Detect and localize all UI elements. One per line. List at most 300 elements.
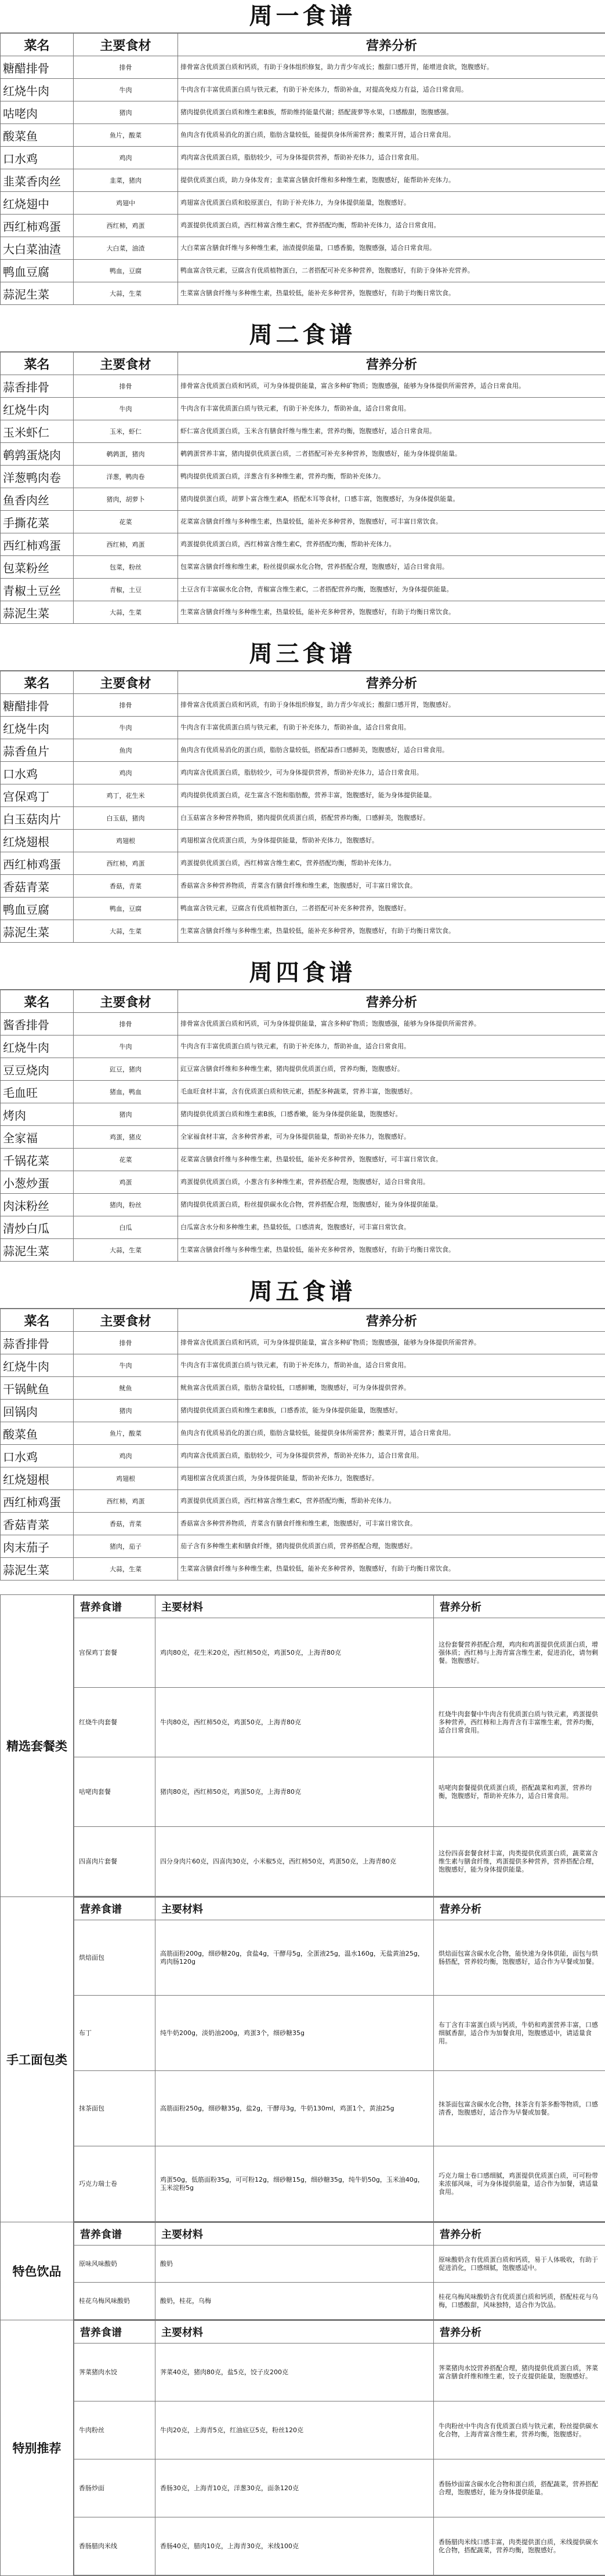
- recipe-materials: 牛肉80克，西红柿50克，鸡蛋50克，上海青80克: [155, 1688, 434, 1757]
- dish-column-header: 菜名: [1, 1309, 74, 1332]
- recipe-name: 原味风味酸奶: [74, 2246, 155, 2283]
- table-row: [1, 192, 605, 215]
- dish-column-header: 菜名: [1, 34, 74, 56]
- recipe-name: 四喜肉片套餐: [74, 1827, 155, 1896]
- dish-name: 红烧牛肉: [1, 1354, 74, 1377]
- main-ingredient: 猪血，鸭血: [74, 1081, 178, 1103]
- main-ingredient: 洋葱，鸭肉卷: [74, 466, 178, 488]
- table-row: [1, 1422, 605, 1445]
- recipe-analysis: 香肠炒面富含碳水化合物和蛋白质，搭配蔬菜，营养搭配合理，饱腹感好，能为身体提供能量。: [434, 2459, 605, 2517]
- recipe-name: 桂花乌梅风味酸奶: [74, 2283, 155, 2320]
- table-header-row: [1, 1309, 605, 1332]
- table-row: [1, 852, 605, 875]
- week-title: 周一食谱: [0, 0, 605, 33]
- main-ingredient: 包菜，粉丝: [74, 556, 178, 579]
- dish-column-header: 菜名: [1, 353, 74, 375]
- dish-name: 干锅鱿鱼: [1, 1377, 74, 1400]
- materials-column-header: 主要材料: [155, 1596, 434, 1618]
- table-row: [1, 898, 605, 920]
- main-ingredient: 大白菜，油渣: [74, 237, 178, 260]
- nutrition-analysis: 鸡蛋提供优质蛋白质，小葱含有多种维生素，营养搭配合理，饱腹感好，适合日常食用。: [178, 1171, 605, 1194]
- special-section: [1, 1595, 605, 1897]
- dish-name: 豆豆烧肉: [1, 1058, 74, 1081]
- analysis-column-header: 营养分析: [434, 1898, 605, 1920]
- main-ingredient: 韭菜，猪肉: [74, 169, 178, 192]
- week-title: 周三食谱: [0, 638, 605, 671]
- nutrition-analysis: 土豆含有丰富碳水化合物，青椒富含维生素C，二者搭配营养均衡，饱腹感好，为身体提供能量。: [178, 579, 605, 601]
- dish-name: 蒜香排骨: [1, 375, 74, 398]
- ingredient-column-header: 主要食材: [74, 990, 178, 1013]
- recipe-materials: 纯牛奶200g，淡奶油200g，鸡蛋3个，细砂糖35g: [155, 1996, 434, 2071]
- dish-name: 玉米虾仁: [1, 420, 74, 443]
- dish-name: 香菇青菜: [1, 875, 74, 898]
- main-ingredient: 大蒜，生菜: [74, 1239, 178, 1262]
- dish-name: 酸菜鱼: [1, 1422, 74, 1445]
- table-row: [1, 1354, 605, 1377]
- table-row: [1, 1103, 605, 1126]
- table-row: [1, 579, 605, 601]
- table-row: [1, 215, 605, 237]
- nutrition-analysis: 香菇富含多种营养物质，青菜含有膳食纤维和维生素，饱腹感好，可丰富日常饮食。: [178, 1513, 605, 1535]
- table-header-row: [1, 353, 605, 375]
- dish-name: 鸭血豆腐: [1, 898, 74, 920]
- main-ingredient: 鸭血，豆腐: [74, 898, 178, 920]
- recipe-name: 抹茶面包: [74, 2071, 155, 2146]
- section-spacer: [0, 624, 605, 638]
- nutrition-analysis: 花菜富含膳食纤维与多种维生素，热量较低，能补充多种营养，饱腹感好，可丰富日常饮食。: [178, 1149, 605, 1171]
- main-ingredient: 鸡翅根: [74, 830, 178, 852]
- dish-name: 鱼香肉丝: [1, 488, 74, 511]
- nutrition-analysis: 鸡肉富含优质蛋白质，脂肪较少，可为身体提供营养，帮助补充体力，适合日常食用。: [178, 147, 605, 169]
- main-ingredient: 鸡翅根: [74, 1467, 178, 1490]
- table-row: [74, 1688, 605, 1757]
- dish-name: 红烧牛肉: [1, 79, 74, 101]
- analysis-column-header: 营养分析: [178, 1309, 605, 1332]
- recipe-column-header: 营养食谱: [74, 2223, 155, 2246]
- dish-name: 手撕花菜: [1, 511, 74, 533]
- ingredient-column-header: 主要食材: [74, 34, 178, 56]
- table-row: [1, 1490, 605, 1513]
- nutrition-analysis: 鹌鹑蛋营养丰富，猪肉提供优质蛋白质，二者搭配可补充多种营养，饱腹感好，能为身体提供能量。: [178, 443, 605, 466]
- main-ingredient: 花菜: [74, 1149, 178, 1171]
- main-ingredient: 玉米，虾仁: [74, 420, 178, 443]
- main-ingredient: 大蒜，生菜: [74, 920, 178, 943]
- table-row: [1, 124, 605, 147]
- recipe-materials: 鸡蛋50g，低筋面粉35g，可可粉12g，细砂糖15g，细砂糖35g，纯牛奶50g，玉米油40g，玉米淀粉5g: [155, 2146, 434, 2222]
- table-row: [1, 807, 605, 830]
- main-ingredient: 排骨: [74, 1013, 178, 1036]
- recipe-analysis: 荠菜猪肉水饺营养搭配合理，猪肉提供优质蛋白质，荠菜富含膳食纤维和维生素，饺子皮提供能量，饱腹感好。: [434, 2344, 605, 2401]
- table-row: [1, 1194, 605, 1216]
- section-inner-table: [74, 1897, 605, 2222]
- table-row: [1, 147, 605, 169]
- table-row: [74, 2459, 605, 2517]
- table-row: [1, 1332, 605, 1354]
- dish-name: 红烧翅根: [1, 1467, 74, 1490]
- table-row: [74, 1827, 605, 1896]
- special-section: [1, 2320, 605, 2576]
- nutrition-analysis: 鸭肉提供优质蛋白质，洋葱含有多种维生素，营养均衡，帮助补充体力。: [178, 466, 605, 488]
- nutrition-analysis: 牛肉含有丰富优质蛋白质与铁元素，有助于补充体力，帮助补血，适合日常食用。: [178, 398, 605, 420]
- table-row: [1, 420, 605, 443]
- table-row: [74, 2246, 605, 2283]
- main-ingredient: 排骨: [74, 1332, 178, 1354]
- nutrition-analysis: 大白菜富含膳食纤维与多种维生素，油渣提供能量，口感香脆，饱腹感强，适合日常食用。: [178, 237, 605, 260]
- week-title: 周四食谱: [0, 957, 605, 990]
- nutrition-analysis: 排骨富含优质蛋白质和钙质，可为身体提供能量，富含多种矿物质；饱腹感强，能够为身体提供所需营养。: [178, 1013, 605, 1036]
- main-ingredient: 牛肉: [74, 717, 178, 739]
- ingredient-column-header: 主要食材: [74, 1309, 178, 1332]
- recipe-analysis: 牛肉粉丝中牛肉含有优质蛋白质与铁元素，粉丝提供碳水化合物，上海青富含维生素，营养均衡，饱腹感好。: [434, 2401, 605, 2459]
- ingredient-column-header: 主要食材: [74, 353, 178, 375]
- table-row: [74, 2344, 605, 2401]
- recipe-analysis: 红烧牛肉套餐中牛肉含有优质蛋白质与铁元素，鸡蛋提供多种营养，西红柿和上海青含有丰富维生素，营养均衡，适合日常食用。: [434, 1688, 605, 1757]
- nutrition-analysis: 鸭血富含铁元素，豆腐含有优质植物蛋白，二者搭配可补充多种营养，饱腹感好。: [178, 898, 605, 920]
- materials-column-header: 主要材料: [155, 2321, 434, 2344]
- analysis-column-header: 营养分析: [178, 990, 605, 1013]
- table-row: [1, 260, 605, 282]
- dish-name: 包菜粉丝: [1, 556, 74, 579]
- analysis-column-header: 营养分析: [434, 2321, 605, 2344]
- section-spacer: [0, 943, 605, 957]
- dish-name: 全家福: [1, 1126, 74, 1149]
- nutrition-analysis: 鱼肉含有优质易消化的蛋白质，脂肪含量较低，搭配蒜香口感鲜美，饱腹感好，适合日常食用。: [178, 739, 605, 762]
- nutrition-analysis: 提供优质蛋白质，助力身体发育；韭菜富含膳食纤维和多种维生素，饱腹感好，能帮助补充体力。: [178, 169, 605, 192]
- nutrition-analysis: 鸡翅富含优质蛋白质和胶原蛋白，有助于补充体力，为身体提供能量，饱腹感好。: [178, 192, 605, 215]
- nutrition-analysis: 鱼肉含有优质易消化的蛋白质，脂肪含量较低，能提供身体所需营养；酸菜开胃，适合日常食用。: [178, 1422, 605, 1445]
- table-row: [74, 1618, 605, 1688]
- dish-name: 烤肉: [1, 1103, 74, 1126]
- weekly-menu-table: [0, 990, 605, 1262]
- section-header-row: [74, 1596, 605, 1618]
- main-ingredient: 鸡肉: [74, 147, 178, 169]
- nutrition-analysis: 鸭血富含铁元素，豆腐含有优质植物蛋白，二者搭配可补充多种营养，饱腹感好，有助于身体补充营养。: [178, 260, 605, 282]
- dish-name: 毛血旺: [1, 1081, 74, 1103]
- table-row: [1, 79, 605, 101]
- section-header-row: [74, 2223, 605, 2246]
- section-spacer: [0, 1262, 605, 1276]
- week-title: 周五食谱: [0, 1276, 605, 1309]
- section-header-row: [74, 1898, 605, 1920]
- main-ingredient: 牛肉: [74, 79, 178, 101]
- table-row: [1, 694, 605, 717]
- table-row: [1, 1036, 605, 1058]
- nutrition-analysis: 鸡肉富含优质蛋白质，脂肪较少，可为身体提供营养，帮助补充体力，适合日常食用。: [178, 1445, 605, 1467]
- main-ingredient: 鱼片，酸菜: [74, 1422, 178, 1445]
- main-ingredient: 鸡蛋，猪皮: [74, 1126, 178, 1149]
- special-menu-table: [0, 1594, 605, 2576]
- recipe-column-header: 营养食谱: [74, 1596, 155, 1618]
- table-row: [74, 1996, 605, 2071]
- recipe-materials: 高筋面粉200g，细砂糖20g，食盐4g，干酵母5g，全蛋液25g，温水160g，无盐黄油25g，鸡肉肠120g: [155, 1920, 434, 1996]
- table-row: [1, 1013, 605, 1036]
- nutrition-analysis: 茄子含有多种维生素和膳食纤维，猪肉提供优质蛋白质，营养搭配合理，饱腹感好。: [178, 1535, 605, 1558]
- table-row: [1, 533, 605, 556]
- nutrition-analysis: 白玉菇富含多种营养物质，猪肉提供优质蛋白质，搭配营养均衡，口感鲜美，饱腹感好。: [178, 807, 605, 830]
- main-ingredient: 猪肉: [74, 1103, 178, 1126]
- dish-name: 宫保鸡丁: [1, 784, 74, 807]
- recipe-column-header: 营养食谱: [74, 2321, 155, 2344]
- dish-name: 红烧翅中: [1, 192, 74, 215]
- table-row: [74, 2283, 605, 2320]
- section-inner-table: [74, 2320, 605, 2575]
- table-row: [1, 1400, 605, 1422]
- section-spacer: [0, 305, 605, 319]
- dish-name: 鸭血豆腐: [1, 260, 74, 282]
- recipe-materials: 酸奶: [155, 2246, 434, 2283]
- nutrition-analysis: 毛血旺食材丰富，含有优质蛋白质和铁元素，搭配多种蔬菜，营养丰富，饱腹感好。: [178, 1081, 605, 1103]
- analysis-column-header: 营养分析: [434, 1596, 605, 1618]
- nutrition-analysis: 香菇富含多种营养物质，青菜含有膳食纤维和维生素，饱腹感好，可丰富日常饮食。: [178, 875, 605, 898]
- nutrition-analysis: 鸡蛋提供优质蛋白质，西红柿富含维生素C，营养搭配均衡，帮助补充体力。: [178, 852, 605, 875]
- table-row: [1, 1467, 605, 1490]
- table-row: [1, 1445, 605, 1467]
- dish-name: 蒜泥生菜: [1, 601, 74, 624]
- dish-name: 酸菜鱼: [1, 124, 74, 147]
- dish-name: 千锅花菜: [1, 1149, 74, 1171]
- table-row: [1, 375, 605, 398]
- dish-column-header: 菜名: [1, 671, 74, 694]
- main-ingredient: 猪肉，茄子: [74, 1535, 178, 1558]
- dish-name: 西红柿鸡蛋: [1, 533, 74, 556]
- main-ingredient: 白玉菇，猪肉: [74, 807, 178, 830]
- recipe-materials: 荠菜40克，猪肉80克，盐5克，饺子皮200克: [155, 2344, 434, 2401]
- main-ingredient: 鸭血，豆腐: [74, 260, 178, 282]
- nutrition-analysis: 鸡蛋提供优质蛋白质，西红柿富含维生素C，营养搭配均衡，帮助补充体力，适合日常食用。: [178, 215, 605, 237]
- section-content: [74, 1595, 605, 1897]
- table-row: [1, 717, 605, 739]
- dish-name: 鹌鹑蛋烧肉: [1, 443, 74, 466]
- week-title: 周二食谱: [0, 319, 605, 352]
- table-row: [1, 556, 605, 579]
- nutrition-analysis: 排骨富含优质蛋白质和钙质，有助于身体组织修复，助力青少年成长；酸甜口感开胃，能增进食欲，饱腹感好。: [178, 56, 605, 79]
- recipe-name: 牛肉粉丝: [74, 2401, 155, 2459]
- main-ingredient: 西红柿，鸡蛋: [74, 852, 178, 875]
- recipe-analysis: 布丁含有丰富蛋白质与钙质，牛奶和鸡蛋营养丰富，口感细腻香甜，适合作为加餐食用，饱腹感适中，请适量食用。: [434, 1996, 605, 2071]
- special-section: [1, 1897, 605, 2222]
- analysis-column-header: 营养分析: [434, 2223, 605, 2246]
- analysis-column-header: 营养分析: [178, 671, 605, 694]
- nutrition-analysis: 生菜富含膳食纤维与多种维生素，热量较低，能补充多种营养，饱腹感好，有助于均衡日常饮食。: [178, 282, 605, 305]
- materials-column-header: 主要材料: [155, 1898, 434, 1920]
- recipe-name: 香肠腊肉米线: [74, 2517, 155, 2575]
- recipe-analysis: 巧克力瑞士卷口感细腻，鸡蛋提供优质蛋白质，可可粉带来浓郁风味，可为身体提供能量，适合作为加餐，请适量食用。: [434, 2146, 605, 2222]
- section-category: 精选套餐类: [1, 1595, 74, 1897]
- dish-name: 白玉菇肉片: [1, 807, 74, 830]
- recipe-analysis: 烘焙面包富含碳水化合物，能快速为身体供能，面包与烘肠搭配，营养较均衡，饱腹感好，适合作为早餐或加餐。: [434, 1920, 605, 1996]
- main-ingredient: 鱿鱼: [74, 1377, 178, 1400]
- section-category: 特别推荐: [1, 2320, 74, 2576]
- dish-name: 蒜泥生菜: [1, 1558, 74, 1581]
- nutrition-analysis: 排骨富含优质蛋白质和钙质，有助于身体组织修复，助力青少年成长；酸甜口感开胃，饱腹感好。: [178, 694, 605, 717]
- table-row: [1, 282, 605, 305]
- recipe-analysis: 香肠腊肉米线口感丰富，肉类提供蛋白质，米线提供碳水化合物，搭配蔬菜，营养均衡，饱腹感好。: [434, 2517, 605, 2575]
- dish-name: 青椒土豆丝: [1, 579, 74, 601]
- nutrition-analysis: 鸡肉富含优质蛋白质，脂肪较少，可为身体提供营养，帮助补充体力，适合日常食用。: [178, 762, 605, 784]
- recipe-materials: 四分身肉片60克，四喜肉30克，小米椒5克，西红柿50克，鸡蛋50克，上海青80克: [155, 1827, 434, 1896]
- main-ingredient: 鸡肉: [74, 1445, 178, 1467]
- table-row: [74, 1920, 605, 1996]
- table-row: [1, 237, 605, 260]
- main-ingredient: 猪肉，粉丝: [74, 1194, 178, 1216]
- nutrition-analysis: 花菜富含膳食纤维与多种维生素，热量较低，能补充多种营养，饱腹感好，可丰富日常饮食。: [178, 511, 605, 533]
- table-row: [1, 784, 605, 807]
- dish-name: 蒜香鱼片: [1, 739, 74, 762]
- table-row: [1, 398, 605, 420]
- materials-column-header: 主要材料: [155, 2223, 434, 2246]
- recipe-analysis: 咕咾肉套餐提供优质蛋白质，搭配蔬菜和鸡蛋，营养均衡，饱腹感好，帮助补充体力，适合日常食用。: [434, 1757, 605, 1827]
- recipe-materials: 牛肉20克，上海青5克，红油底豆5克，粉丝120克: [155, 2401, 434, 2459]
- section-inner-table: [74, 1595, 605, 1896]
- dish-name: 咕咾肉: [1, 101, 74, 124]
- table-row: [1, 1171, 605, 1194]
- main-ingredient: 排骨: [74, 375, 178, 398]
- table-row: [1, 511, 605, 533]
- section-spacer: [0, 1581, 605, 1594]
- table-row: [1, 762, 605, 784]
- recipe-name: 香肠炒面: [74, 2459, 155, 2517]
- dish-name: 蒜香排骨: [1, 1332, 74, 1354]
- nutrition-analysis: 猪肉提供优质蛋白质，粉丝提供碳水化合物，营养搭配合理，饱腹感好，能为身体提供能量。: [178, 1194, 605, 1216]
- dish-name: 西红柿鸡蛋: [1, 215, 74, 237]
- recipe-name: 咕咾肉套餐: [74, 1757, 155, 1827]
- table-row: [1, 466, 605, 488]
- main-ingredient: 西红柿，鸡蛋: [74, 1490, 178, 1513]
- section-content: [74, 2222, 605, 2320]
- main-ingredient: 花菜: [74, 511, 178, 533]
- nutrition-analysis: 牛肉含有丰富优质蛋白质与铁元素，有助于补充体力，帮助补血，适合日常食用。: [178, 717, 605, 739]
- main-ingredient: 鸡肉: [74, 762, 178, 784]
- main-ingredient: 大蒜，生菜: [74, 1558, 178, 1581]
- main-ingredient: 猪肉: [74, 1400, 178, 1422]
- main-ingredient: 西红柿，鸡蛋: [74, 215, 178, 237]
- main-ingredient: 香菇，青菜: [74, 875, 178, 898]
- nutrition-analysis: 鱿鱼富含优质蛋白质，脂肪含量较低，口感鲜嫩，饱腹感好，可为身体提供营养。: [178, 1377, 605, 1400]
- dish-name: 小葱炒蛋: [1, 1171, 74, 1194]
- recipe-name: 荠菜猪肉水饺: [74, 2344, 155, 2401]
- recipe-name: 宫保鸡丁套餐: [74, 1618, 155, 1688]
- dish-name: 韭菜香肉丝: [1, 169, 74, 192]
- nutrition-analysis: 白瓜富含水分和多种维生素，热量较低，口感清爽，饱腹感好，可丰富日常饮食。: [178, 1216, 605, 1239]
- main-ingredient: 牛肉: [74, 1354, 178, 1377]
- nutrition-analysis: 猪肉提供优质蛋白质和维生素B族，口感香嫩，能为身体提供能量，饱腹感好。: [178, 1103, 605, 1126]
- nutrition-analysis: 排骨富含优质蛋白质和钙质，可为身体提供能量，富含多种矿物质；饱腹感强，能够为身体提供所需营养，适合日常食用。: [178, 375, 605, 398]
- nutrition-analysis: 生菜富含膳食纤维与多种维生素，热量较低，能补充多种营养，饱腹感好，有助于均衡日常饮食。: [178, 1239, 605, 1262]
- table-row: [1, 1149, 605, 1171]
- nutrition-analysis: 豇豆富含膳食纤维和多种维生素，猪肉提供优质蛋白质，营养均衡，饱腹感好。: [178, 1058, 605, 1081]
- nutrition-analysis: 生菜富含膳食纤维与多种维生素，热量较低，能补充多种营养，饱腹感好，有助于均衡日常饮食。: [178, 920, 605, 943]
- recipe-analysis: 这份套餐营养搭配合理，鸡肉和鸡蛋提供优质蛋白质，增强体质；西红柿与上海青富含维生素，促进消化，请勿剩餐。饱腹感好。: [434, 1618, 605, 1688]
- nutrition-analysis: 排骨富含优质蛋白质和钙质，可为身体提供能量，富含多种矿物质；饱腹感强，能够为身体提供所需营养。: [178, 1332, 605, 1354]
- main-ingredient: 牛肉: [74, 1036, 178, 1058]
- table-row: [1, 443, 605, 466]
- dish-name: 蒜泥生菜: [1, 1239, 74, 1262]
- dish-name: 红烧牛肉: [1, 717, 74, 739]
- table-header-row: [1, 34, 605, 56]
- recipe-name: 巧克力瑞士卷: [74, 2146, 155, 2222]
- recipe-analysis: 这份四喜套餐食材丰富，肉类提供优质蛋白质，蔬菜富含维生素与膳食纤维，鸡蛋提供多种营养，营养搭配合理，饱腹感好，能为身体提供能量。: [434, 1827, 605, 1896]
- recipe-materials: 香肠30克，上海青10克，洋葱30克，面条120克: [155, 2459, 434, 2517]
- weekly-menu-table: [0, 33, 605, 305]
- nutrition-analysis: 鸡蛋提供优质蛋白质，西红柿富含维生素C，营养搭配均衡，帮助补充体力。: [178, 533, 605, 556]
- weekly-menu-table: [0, 352, 605, 624]
- main-ingredient: 白瓜: [74, 1216, 178, 1239]
- table-row: [1, 1239, 605, 1262]
- dish-name: 蒜泥生菜: [1, 920, 74, 943]
- dish-name: 红烧翅根: [1, 830, 74, 852]
- main-ingredient: 大蒜，生菜: [74, 282, 178, 305]
- nutrition-analysis: 鸡蛋提供优质蛋白质，西红柿富含维生素C，营养搭配均衡，帮助补充体力。: [178, 1490, 605, 1513]
- table-row: [74, 2146, 605, 2222]
- main-ingredient: 鹌鹑蛋，猪肉: [74, 443, 178, 466]
- nutrition-analysis: 鸡肉提供优质蛋白质，花生富含不饱和脂肪酸，营养丰富，饱腹感好，能为身体提供能量。: [178, 784, 605, 807]
- dish-name: 口水鸡: [1, 147, 74, 169]
- dish-name: 西红柿鸡蛋: [1, 852, 74, 875]
- recipe-name: 烘焙面包: [74, 1920, 155, 1996]
- dish-name: 糖醋排骨: [1, 694, 74, 717]
- recipe-materials: 酸奶，桂花，乌梅: [155, 2283, 434, 2320]
- nutrition-analysis: 包菜富含膳食纤维和维生素，粉丝提供碳水化合物，营养搭配合理，饱腹感好，适合日常食用。: [178, 556, 605, 579]
- section-content: [74, 2320, 605, 2576]
- recipe-name: 布丁: [74, 1996, 155, 2071]
- main-ingredient: 西红柿，鸡蛋: [74, 533, 178, 556]
- dish-name: 回锅肉: [1, 1400, 74, 1422]
- nutrition-analysis: 生菜富含膳食纤维与多种维生素，热量较低，能补充多种营养，饱腹感好，有助于均衡日常饮食。: [178, 601, 605, 624]
- table-row: [74, 2401, 605, 2459]
- dish-name: 清炒白瓜: [1, 1216, 74, 1239]
- table-row: [1, 875, 605, 898]
- recipe-analysis: 桂花乌梅风味酸奶含有优质蛋白质和钙质，搭配桂花与乌梅，口感酸甜，风味独特，适合作为饮品。: [434, 2283, 605, 2320]
- main-ingredient: 鸡蛋: [74, 1171, 178, 1194]
- main-ingredient: 排骨: [74, 56, 178, 79]
- recipe-materials: 猪肉80克，西红柿50克，鸡蛋50克，上海青80克: [155, 1757, 434, 1827]
- table-header-row: [1, 990, 605, 1013]
- recipe-analysis: 抹茶面包富含碳水化合物，抹茶含有茶多酚等物质，口感清香，饱腹感好，适合作为早餐或加餐。: [434, 2071, 605, 2146]
- table-row: [1, 920, 605, 943]
- nutrition-analysis: 猪肉提供优质蛋白质和维生素B族，口感香浓，能为身体提供能量，饱腹感好。: [178, 1400, 605, 1422]
- table-row: [1, 169, 605, 192]
- table-row: [1, 1081, 605, 1103]
- nutrition-analysis: 猪肉提供蛋白质，胡萝卜富含维生素A，搭配木耳等食材，口感丰富，饱腹感好，为身体提供能量。: [178, 488, 605, 511]
- weekly-menu-table: [0, 1309, 605, 1581]
- main-ingredient: 鸡丁，花生米: [74, 784, 178, 807]
- table-row: [1, 1513, 605, 1535]
- dish-name: 香菇青菜: [1, 1513, 74, 1535]
- recipe-materials: 鸡肉80克，花生米20克，西红柿50克，鸡蛋50克，上海青80克: [155, 1618, 434, 1688]
- nutrition-analysis: 生菜富含膳食纤维与多种维生素，热量较低，能补充多种营养，饱腹感好，有助于均衡日常饮食。: [178, 1558, 605, 1581]
- recipe-materials: 高筋面粉250g，细砂糖35g，盐2g，干酵母3g，牛奶130ml，鸡蛋1个，黄油25g: [155, 2071, 434, 2146]
- recipe-materials: 香肠40克，腊肉10克，上海青30克，米线100克: [155, 2517, 434, 2575]
- section-category: 手工面包类: [1, 1897, 74, 2222]
- dish-name: 酱香排骨: [1, 1013, 74, 1036]
- analysis-column-header: 营养分析: [178, 34, 605, 56]
- dish-name: 口水鸡: [1, 762, 74, 784]
- main-ingredient: 猪肉，胡萝卜: [74, 488, 178, 511]
- nutrition-analysis: 鱼肉含有优质易消化的蛋白质，脂肪含量较低，能提供身体所需营养；酸菜开胃，适合日常食用。: [178, 124, 605, 147]
- main-ingredient: 豇豆，猪肉: [74, 1058, 178, 1081]
- main-ingredient: 青椒，土豆: [74, 579, 178, 601]
- main-ingredient: 鱼片，酸菜: [74, 124, 178, 147]
- dish-name: 蒜泥生菜: [1, 282, 74, 305]
- table-row: [1, 56, 605, 79]
- nutrition-analysis: 牛肉含有丰富优质蛋白质与铁元素，有助于补充体力，帮助补血，适合日常食用。: [178, 1036, 605, 1058]
- analysis-column-header: 营养分析: [178, 353, 605, 375]
- dish-name: 洋葱鸭肉卷: [1, 466, 74, 488]
- recipe-name: 红烧牛肉套餐: [74, 1688, 155, 1757]
- table-row: [1, 601, 605, 624]
- nutrition-analysis: 鸡翅根富含优质蛋白质，为身体提供能量，帮助补充体力，饱腹感好。: [178, 1467, 605, 1490]
- table-row: [1, 830, 605, 852]
